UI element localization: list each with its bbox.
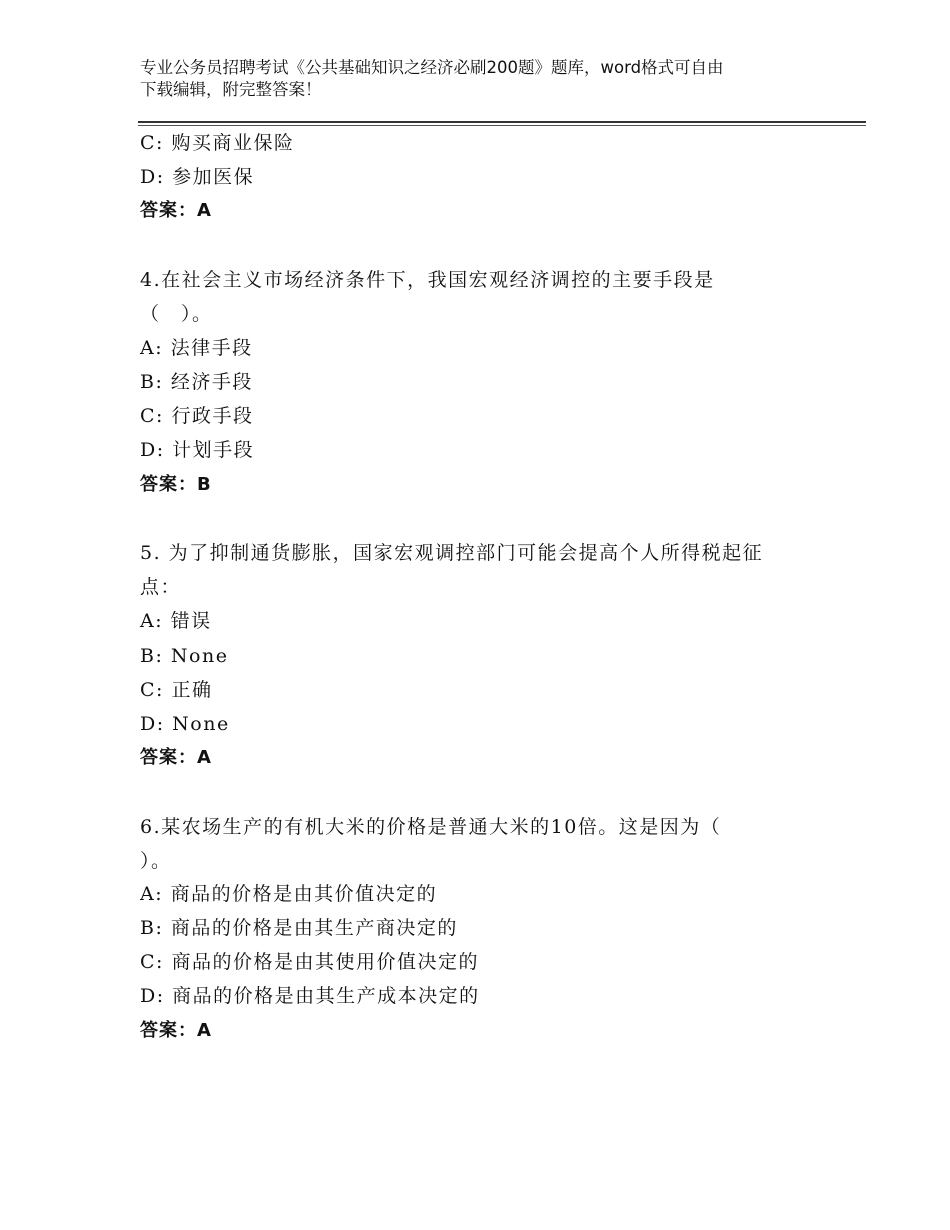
q5-option-a: A: 错误	[140, 610, 212, 632]
q4-option-a: A: 法律手段	[140, 337, 253, 359]
q5-answer: 答案：A	[140, 747, 212, 768]
q6-stem-line-2: ）。	[140, 850, 172, 872]
q6-option-b: B: 商品的价格是由其生产商决定的	[140, 917, 458, 939]
q6-option-a: A: 商品的价格是由其价值决定的	[140, 883, 438, 905]
q5-option-d: D: None	[140, 713, 230, 735]
q3-option-d: D: 参加医保	[140, 166, 255, 188]
q4-option-c: C: 行政手段	[140, 405, 254, 427]
q5-stem-line-1: 5. 为了抑制通货膨胀，国家宏观调控部门可能会提高个人所得税起征	[140, 542, 764, 564]
q6-answer: 答案：A	[140, 1020, 212, 1041]
q4-option-b: B: 经济手段	[140, 371, 253, 393]
header-divider-thick	[138, 121, 866, 123]
q5-stem-line-2: 点：	[140, 576, 182, 598]
header-line-1: 专业公务员招聘考试《公共基础知识之经济必刷200题》题库，word格式可自由	[140, 58, 724, 77]
q3-answer: 答案：A	[140, 200, 212, 221]
q6-option-d: D: 商品的价格是由其生产成本决定的	[140, 985, 480, 1007]
q6-stem-line-1: 6.某农场生产的有机大米的价格是普通大米的10倍。这是因为（	[140, 816, 722, 838]
q5-option-b: B: None	[140, 645, 229, 667]
q6-option-c: C: 商品的价格是由其使用价值决定的	[140, 951, 479, 973]
header-divider-thin	[138, 125, 866, 126]
header-line-2: 下载编辑，附完整答案！	[140, 80, 322, 99]
q5-option-c: C: 正确	[140, 679, 213, 701]
q4-answer: 答案：B	[140, 474, 212, 495]
q4-stem-line-2: （ ）。	[140, 303, 213, 325]
q4-stem-line-1: 4.在社会主义市场经济条件下，我国宏观经济调控的主要手段是	[140, 269, 715, 291]
q4-option-d: D: 计划手段	[140, 439, 255, 461]
q3-option-c: C: 购买商业保险	[140, 132, 295, 154]
document-header	[140, 57, 820, 101]
